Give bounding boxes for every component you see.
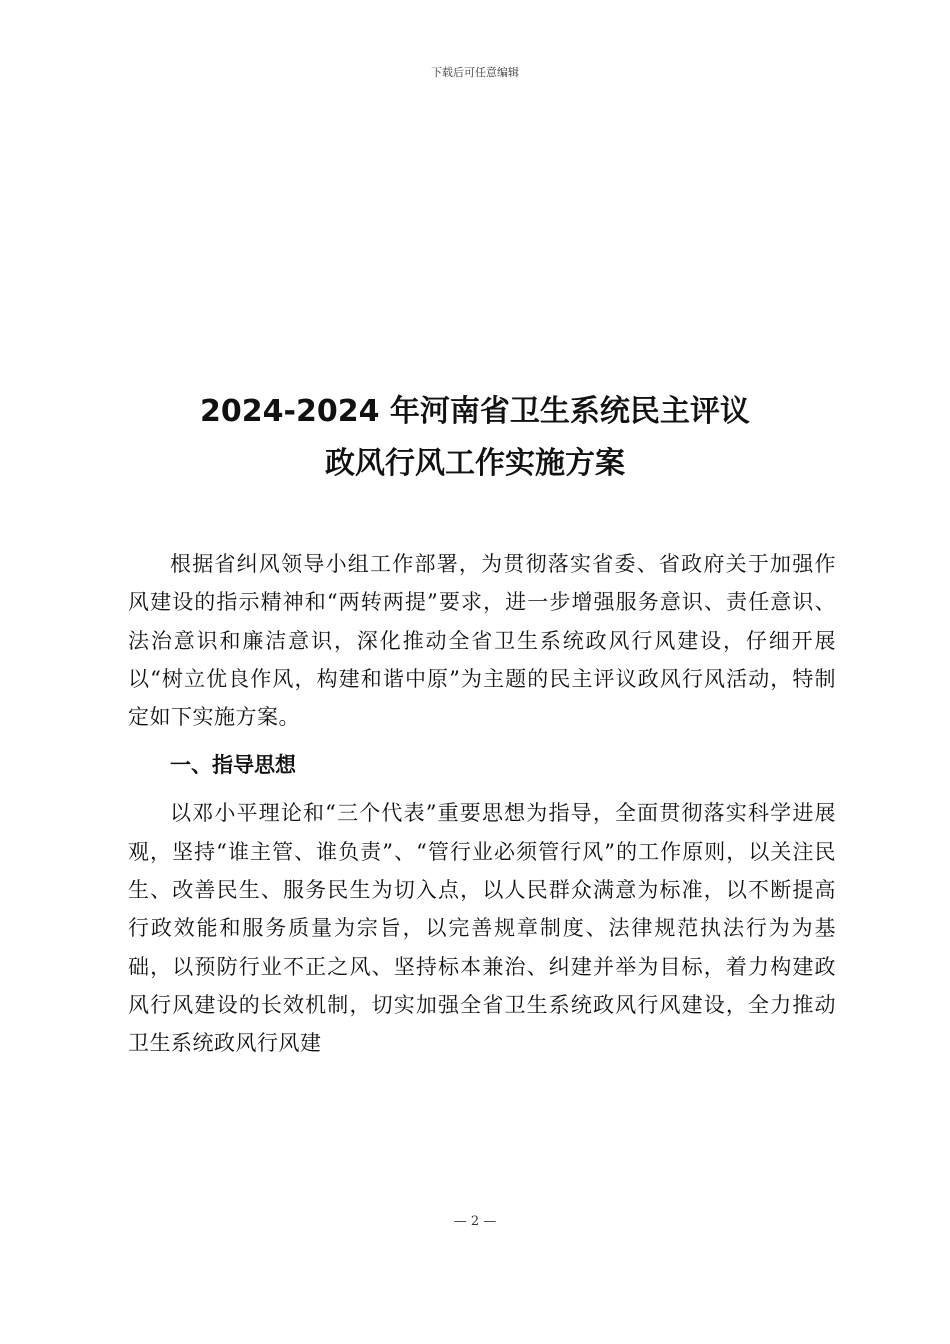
document-title-line-2: 政风行风工作实施方案 bbox=[325, 446, 625, 481]
section-heading-guiding-ideology: 一、指导思想 bbox=[170, 753, 296, 778]
guiding-ideology-paragraph: 以邓小平理论和“三个代表”重要思想为指导，全面贯彻落实科学进展观，坚持“谁主管、谁负责”、“管行业必须管行风”的工作原则，以关注民生、改善民生、服务民生为切入点，以人民群众满意为标准，以不断提高行政效能和服务质量为宗旨，以完善规章制度、法律规范执法行为为基础，以预防行业不正之风、坚持标本兼治、纠建并举为目标，着力构建政风行风建设的长效机制，切实加强全省卫生系统政风行风建设，全力推动卫生系统政风行风建 bbox=[128, 801, 836, 1056]
document-body bbox=[128, 545, 836, 1063]
page-header: 下载后可任意编辑 bbox=[431, 66, 519, 79]
document-title bbox=[0, 386, 950, 490]
document-title-line-1: 2024-2024 年河南省卫生系统民主评议 bbox=[200, 394, 750, 429]
intro-paragraph: 根据省纠风领导小组工作部署，为贯彻落实省委、省政府关于加强作风建设的指示精神和“两转两提”要求，进一步增强服务意识、责任意识、法治意识和廉洁意识，深化推动全省卫生系统政风行风建设，仔细开展以“树立优良作风，构建和谐中原”为主题的民主评议政风行风活动，特制定如下实施方案。 bbox=[128, 552, 836, 730]
page-number: — 2 — bbox=[453, 1214, 497, 1229]
